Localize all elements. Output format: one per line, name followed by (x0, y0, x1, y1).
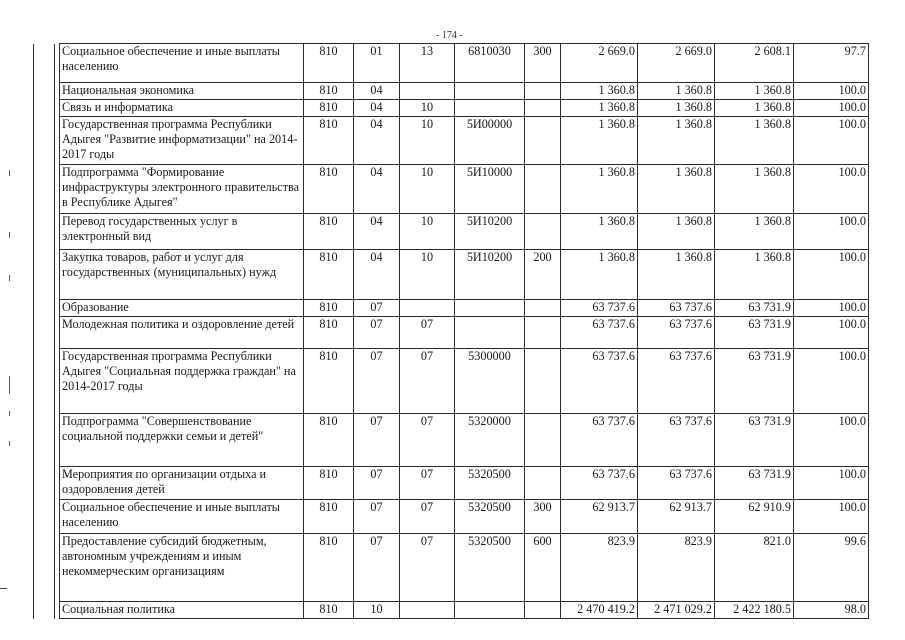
executed-amount: 1 360.8 (715, 214, 794, 250)
ministry-code: 810 (304, 100, 354, 117)
executed-amount: 63 731.9 (715, 467, 794, 500)
refined-amount: 1 360.8 (638, 250, 715, 300)
refined-amount: 2 471 029.2 (638, 602, 715, 619)
approved-amount: 1 360.8 (561, 250, 638, 300)
table-row (34, 100, 869, 117)
approved-amount: 1 360.8 (561, 165, 638, 214)
target-code: 5И10200 (455, 214, 525, 250)
ministry-code: 810 (304, 467, 354, 500)
target-code: 6810030 (455, 44, 525, 83)
margin-cell (34, 317, 55, 349)
page-number: - 174 - (436, 30, 463, 41)
execution-percent: 97.7 (794, 44, 869, 83)
target-code: 5320500 (455, 500, 525, 534)
subsection-code: 10 (400, 117, 455, 165)
table-row (34, 83, 869, 100)
row-name: Закупка товаров, работ и услуг для государственных (муниципальных) нужд (60, 250, 304, 300)
refined-amount: 63 737.6 (638, 300, 715, 317)
refined-amount: 2 669.0 (638, 44, 715, 83)
section-code: 07 (354, 500, 400, 534)
approved-amount: 1 360.8 (561, 214, 638, 250)
expense-type-code (525, 214, 561, 250)
table-row (34, 349, 869, 414)
row-name: Социальное обеспечение и иные выплаты населению (60, 500, 304, 534)
execution-percent: 99.6 (794, 534, 869, 602)
margin-cell (34, 602, 55, 619)
row-name: Государственная программа Республики Адыгея "Социальная поддержка граждан" на 2014-2017 годы (60, 349, 304, 414)
execution-percent: 100.0 (794, 83, 869, 100)
ministry-code: 810 (304, 165, 354, 214)
execution-percent: 100.0 (794, 414, 869, 467)
refined-amount: 1 360.8 (638, 214, 715, 250)
refined-amount: 63 737.6 (638, 467, 715, 500)
refined-amount: 1 360.8 (638, 83, 715, 100)
subsection-code: 07 (400, 349, 455, 414)
section-code: 07 (354, 534, 400, 602)
refined-amount: 1 360.8 (638, 117, 715, 165)
margin-cell (34, 467, 55, 500)
margin-cell (34, 349, 55, 414)
target-code: 5320500 (455, 534, 525, 602)
execution-percent: 100.0 (794, 250, 869, 300)
expense-type-code: 200 (525, 250, 561, 300)
table-row (34, 317, 869, 349)
target-code: 5320000 (455, 414, 525, 467)
row-name: Связь и информатика (60, 100, 304, 117)
table-row (34, 534, 869, 602)
approved-amount: 1 360.8 (561, 117, 638, 165)
refined-amount: 1 360.8 (638, 165, 715, 214)
approved-amount: 63 737.6 (561, 467, 638, 500)
subsection-code: 13 (400, 44, 455, 83)
section-code: 04 (354, 100, 400, 117)
approved-amount: 2 669.0 (561, 44, 638, 83)
row-name: Государственная программа Республики Адыгея "Развитие информатизации" на 2014-2017 годы (60, 117, 304, 165)
section-code: 07 (354, 317, 400, 349)
execution-percent: 100.0 (794, 349, 869, 414)
row-name: Национальная экономика (60, 83, 304, 100)
table-row (34, 500, 869, 534)
target-code (455, 100, 525, 117)
table-row (34, 250, 869, 300)
section-code: 04 (354, 214, 400, 250)
expense-type-code (525, 467, 561, 500)
approved-amount: 1 360.8 (561, 100, 638, 117)
executed-amount: 63 731.9 (715, 349, 794, 414)
approved-amount: 63 737.6 (561, 300, 638, 317)
margin-mark (9, 411, 10, 416)
target-code (455, 300, 525, 317)
expense-type-code (525, 317, 561, 349)
budget-table (33, 43, 869, 619)
section-code: 04 (354, 250, 400, 300)
execution-percent: 100.0 (794, 500, 869, 534)
ministry-code: 810 (304, 83, 354, 100)
margin-cell (34, 534, 55, 602)
row-name: Подпрограмма "Формирование инфраструктуры электронного правительства в Республике Адыгея" (60, 165, 304, 214)
margin-mark (9, 441, 10, 446)
margin-mark (9, 275, 10, 281)
expense-type-code: 600 (525, 534, 561, 602)
approved-amount: 1 360.8 (561, 83, 638, 100)
subsection-code (400, 602, 455, 619)
ministry-code: 810 (304, 317, 354, 349)
margin-cell (34, 500, 55, 534)
budget-table-body (34, 44, 869, 619)
section-code: 04 (354, 165, 400, 214)
execution-percent: 100.0 (794, 467, 869, 500)
target-code: 5320500 (455, 467, 525, 500)
target-code: 5300000 (455, 349, 525, 414)
executed-amount: 1 360.8 (715, 165, 794, 214)
row-name: Образование (60, 300, 304, 317)
table-row (34, 300, 869, 317)
approved-amount: 63 737.6 (561, 414, 638, 467)
ministry-code: 810 (304, 300, 354, 317)
margin-cell (34, 300, 55, 317)
approved-amount: 823.9 (561, 534, 638, 602)
executed-amount: 62 910.9 (715, 500, 794, 534)
approved-amount: 2 470 419.2 (561, 602, 638, 619)
row-name: Перевод государственных услуг в электронный вид (60, 214, 304, 250)
execution-percent: 100.0 (794, 100, 869, 117)
margin-dash (0, 588, 7, 589)
subsection-code: 10 (400, 250, 455, 300)
subsection-code: 07 (400, 317, 455, 349)
subsection-code: 10 (400, 214, 455, 250)
ministry-code: 810 (304, 534, 354, 602)
executed-amount: 821.0 (715, 534, 794, 602)
margin-cell (34, 165, 55, 214)
table-row (34, 165, 869, 214)
target-code (455, 317, 525, 349)
refined-amount: 63 737.6 (638, 414, 715, 467)
executed-amount: 63 731.9 (715, 414, 794, 467)
execution-percent: 100.0 (794, 317, 869, 349)
margin-cell (34, 414, 55, 467)
subsection-code: 07 (400, 414, 455, 467)
executed-amount: 1 360.8 (715, 250, 794, 300)
target-code (455, 83, 525, 100)
refined-amount: 63 737.6 (638, 317, 715, 349)
execution-percent: 100.0 (794, 117, 869, 165)
section-code: 04 (354, 83, 400, 100)
expense-type-code (525, 83, 561, 100)
margin-mark (9, 376, 10, 394)
subsection-code: 07 (400, 534, 455, 602)
executed-amount: 1 360.8 (715, 117, 794, 165)
target-code: 5И10000 (455, 165, 525, 214)
margin-cell (34, 250, 55, 300)
table-row (34, 602, 869, 619)
expense-type-code (525, 300, 561, 317)
margin-cell (34, 83, 55, 100)
table-row (34, 44, 869, 83)
row-name: Молодежная политика и оздоровление детей (60, 317, 304, 349)
refined-amount: 823.9 (638, 534, 715, 602)
section-code: 01 (354, 44, 400, 83)
ministry-code: 810 (304, 250, 354, 300)
section-code: 04 (354, 117, 400, 165)
margin-cell (34, 214, 55, 250)
section-code: 10 (354, 602, 400, 619)
refined-amount: 1 360.8 (638, 100, 715, 117)
executed-amount: 2 608.1 (715, 44, 794, 83)
margin-cell (34, 117, 55, 165)
ministry-code: 810 (304, 44, 354, 83)
executed-amount: 63 731.9 (715, 317, 794, 349)
ministry-code: 810 (304, 349, 354, 414)
margin-cell (34, 100, 55, 117)
row-name: Предоставление субсидий бюджетным, автономным учреждениям и иным некоммерческим организациям (60, 534, 304, 602)
ministry-code: 810 (304, 414, 354, 467)
ministry-code: 810 (304, 602, 354, 619)
target-code: 5И00000 (455, 117, 525, 165)
section-code: 07 (354, 349, 400, 414)
approved-amount: 62 913.7 (561, 500, 638, 534)
row-name: Подпрограмма "Совершенствование социальной поддержки семьи и детей" (60, 414, 304, 467)
approved-amount: 63 737.6 (561, 317, 638, 349)
section-code: 07 (354, 300, 400, 317)
executed-amount: 1 360.8 (715, 83, 794, 100)
subsection-code: 10 (400, 100, 455, 117)
executed-amount: 1 360.8 (715, 100, 794, 117)
expense-type-code: 300 (525, 500, 561, 534)
expense-type-code (525, 100, 561, 117)
expense-type-code (525, 602, 561, 619)
subsection-code: 07 (400, 500, 455, 534)
table-row (34, 467, 869, 500)
ministry-code: 810 (304, 214, 354, 250)
ministry-code: 810 (304, 500, 354, 534)
target-code: 5И10200 (455, 250, 525, 300)
table-row (34, 117, 869, 165)
subsection-code: 10 (400, 165, 455, 214)
execution-percent: 100.0 (794, 214, 869, 250)
execution-percent: 100.0 (794, 300, 869, 317)
expense-type-code (525, 414, 561, 467)
approved-amount: 63 737.6 (561, 349, 638, 414)
expense-type-code (525, 165, 561, 214)
table-row (34, 414, 869, 467)
row-name: Мероприятия по организации отдыха и оздоровления детей (60, 467, 304, 500)
target-code (455, 602, 525, 619)
execution-percent: 98.0 (794, 602, 869, 619)
execution-percent: 100.0 (794, 165, 869, 214)
subsection-code (400, 300, 455, 317)
expense-type-code (525, 349, 561, 414)
expense-type-code (525, 117, 561, 165)
refined-amount: 63 737.6 (638, 349, 715, 414)
margin-mark (9, 170, 10, 176)
margin-cell (34, 44, 55, 83)
row-name: Социальное обеспечение и иные выплаты населению (60, 44, 304, 83)
subsection-code (400, 83, 455, 100)
subsection-code: 07 (400, 467, 455, 500)
margin-mark (9, 232, 10, 238)
executed-amount: 63 731.9 (715, 300, 794, 317)
expense-type-code: 300 (525, 44, 561, 83)
refined-amount: 62 913.7 (638, 500, 715, 534)
row-name: Социальная политика (60, 602, 304, 619)
table-row (34, 214, 869, 250)
executed-amount: 2 422 180.5 (715, 602, 794, 619)
section-code: 07 (354, 467, 400, 500)
ministry-code: 810 (304, 117, 354, 165)
section-code: 07 (354, 414, 400, 467)
